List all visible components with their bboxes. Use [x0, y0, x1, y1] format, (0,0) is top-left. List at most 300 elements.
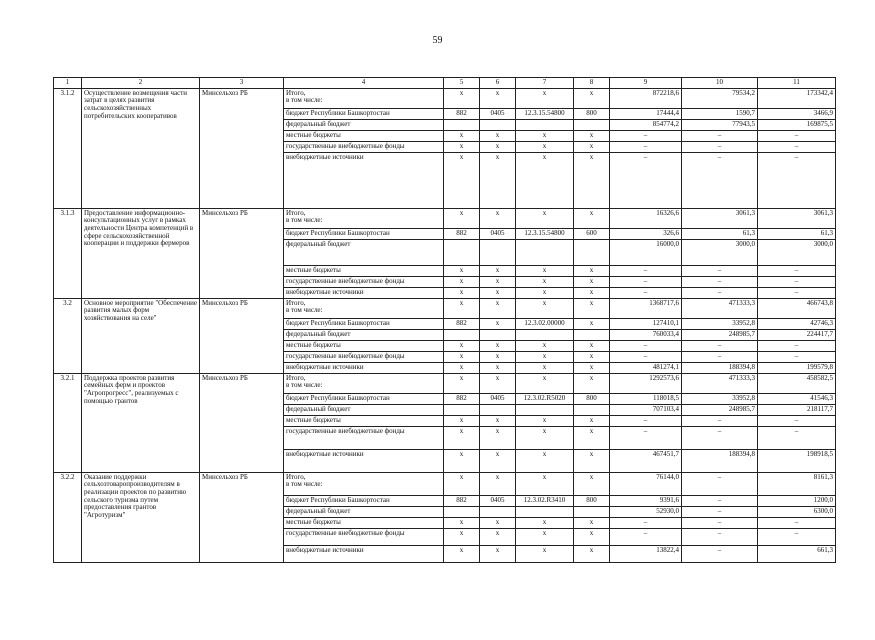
code-cell: x: [444, 152, 480, 208]
amount-cell: 127410,1: [610, 318, 682, 329]
amount-cell: –: [682, 415, 758, 426]
amount-cell: –: [610, 351, 682, 362]
code-cell: 882: [444, 393, 480, 404]
code-cell: x: [574, 318, 610, 329]
code-cell: x: [444, 362, 480, 373]
code-cell: x: [574, 449, 610, 472]
budget-table: [53, 77, 836, 563]
amount-cell: 13822,4: [610, 545, 682, 562]
section-number: 3.2.2: [54, 472, 82, 562]
funding-source-label: внебюджетные источники: [286, 545, 364, 554]
code-cell: x: [444, 415, 480, 426]
code-cell: x: [444, 130, 480, 141]
code-cell: x: [574, 298, 610, 318]
funding-source: [284, 373, 444, 393]
code-cell: x: [574, 517, 610, 528]
code-cell: x: [574, 426, 610, 449]
amount-cell: 760033,4: [610, 329, 682, 340]
amount-cell: 466743,8: [758, 298, 836, 318]
code-cell: x: [480, 152, 516, 208]
code-cell: x: [444, 373, 480, 393]
amount-cell: –: [682, 340, 758, 351]
funding-source-label: федеральный бюджет: [286, 119, 351, 128]
code-cell: [574, 329, 610, 340]
executor: Минсельхоз РБ: [200, 472, 284, 562]
funding-source-label: государственные внебюджетные фонды: [286, 276, 405, 285]
amount-cell: 42746,3: [758, 318, 836, 329]
amount-cell: 661,3: [758, 545, 836, 562]
table-row: [54, 88, 836, 108]
amount-cell: 17444,4: [610, 108, 682, 119]
code-cell: x: [574, 130, 610, 141]
executor: Минсельхоз РБ: [200, 373, 284, 472]
funding-source: [284, 130, 444, 141]
amount-cell: 248985,7: [682, 404, 758, 415]
amount-cell: 218117,7: [758, 404, 836, 415]
amount-cell: –: [610, 265, 682, 276]
amount-cell: 326,6: [610, 228, 682, 239]
code-cell: x: [574, 545, 610, 562]
funding-source-label: бюджет Республики Башкортостан: [286, 228, 390, 237]
amount-cell: 224417,7: [758, 329, 836, 340]
amount-cell: –: [758, 426, 836, 449]
funding-source-label: федеральный бюджет: [286, 404, 351, 413]
amount-cell: –: [610, 340, 682, 351]
funding-source: [284, 141, 444, 152]
funding-source: [284, 415, 444, 426]
amount-cell: 3061,3: [682, 208, 758, 228]
amount-cell: –: [682, 528, 758, 545]
funding-source: [284, 287, 444, 298]
code-cell: x: [480, 298, 516, 318]
code-cell: x: [480, 287, 516, 298]
funding-source: [284, 426, 444, 449]
column-header: 4: [284, 78, 444, 89]
amount-cell: 471333,3: [682, 373, 758, 393]
amount-cell: –: [610, 287, 682, 298]
code-cell: 12.3.02.R5020: [516, 393, 574, 404]
amount-cell: –: [682, 287, 758, 298]
funding-source-label: местные бюджеты: [286, 265, 341, 274]
code-cell: 800: [574, 495, 610, 506]
amount-cell: 854774,2: [610, 119, 682, 130]
code-cell: [444, 404, 480, 415]
code-cell: x: [574, 265, 610, 276]
amount-cell: 1200,0: [758, 495, 836, 506]
code-cell: x: [480, 276, 516, 287]
measure-name: Поддержка проектов развития семейных ферм и проектов "Агропрогресс", реализуемых с помощью грантов: [82, 373, 200, 472]
code-cell: 0405: [480, 228, 516, 239]
amount-cell: –: [758, 152, 836, 208]
table-header-row: [54, 78, 836, 89]
amount-cell: 188394,8: [682, 362, 758, 373]
code-cell: [574, 239, 610, 265]
funding-source: [284, 88, 444, 108]
executor: Минсельхоз РБ: [200, 88, 284, 208]
code-cell: [444, 119, 480, 130]
table-row: [54, 208, 836, 228]
code-cell: x: [480, 426, 516, 449]
code-cell: x: [516, 351, 574, 362]
funding-source-label: внебюджетные источники: [286, 362, 364, 371]
code-cell: x: [444, 287, 480, 298]
amount-cell: –: [758, 415, 836, 426]
code-cell: [516, 329, 574, 340]
code-cell: x: [516, 298, 574, 318]
column-header: 7: [516, 78, 574, 89]
code-cell: x: [574, 362, 610, 373]
amount-cell: 77943,5: [682, 119, 758, 130]
column-header: 2: [82, 78, 200, 89]
code-cell: x: [516, 340, 574, 351]
code-cell: 12.3.15.54800: [516, 108, 574, 119]
code-cell: x: [516, 276, 574, 287]
code-cell: x: [574, 287, 610, 298]
code-cell: x: [480, 208, 516, 228]
amount-cell: –: [610, 517, 682, 528]
amount-cell: –: [758, 351, 836, 362]
code-cell: x: [480, 318, 516, 329]
amount-cell: 61,3: [758, 228, 836, 239]
code-cell: 882: [444, 318, 480, 329]
section-number: 3.2.1: [54, 373, 82, 472]
amount-cell: –: [682, 130, 758, 141]
code-cell: x: [574, 373, 610, 393]
code-cell: x: [574, 340, 610, 351]
code-cell: x: [516, 88, 574, 108]
code-cell: x: [444, 141, 480, 152]
code-cell: x: [516, 287, 574, 298]
amount-cell: –: [758, 287, 836, 298]
code-cell: 12.3.02.00000: [516, 318, 574, 329]
code-cell: x: [444, 340, 480, 351]
amount-cell: –: [682, 472, 758, 495]
code-cell: x: [516, 265, 574, 276]
amount-cell: –: [682, 426, 758, 449]
amount-cell: –: [610, 130, 682, 141]
funding-source: [284, 404, 444, 415]
funding-source-label: внебюджетные источники: [286, 152, 364, 161]
code-cell: [574, 506, 610, 517]
column-header: 11: [758, 78, 836, 89]
code-cell: x: [516, 152, 574, 208]
executor: Минсельхоз РБ: [200, 298, 284, 373]
funding-source: [284, 152, 444, 208]
code-cell: 800: [574, 108, 610, 119]
amount-cell: 3061,3: [758, 208, 836, 228]
amount-cell: 248985,7: [682, 329, 758, 340]
code-cell: x: [444, 472, 480, 495]
code-cell: x: [516, 130, 574, 141]
funding-source-label: государственные внебюджетные фонды: [286, 528, 405, 537]
table-row: [54, 472, 836, 495]
measure-name: Осуществление возмещения части затрат в целях развития сельскохозяйственных потребительских кооперативов: [82, 88, 200, 208]
amount-cell: 1590,7: [682, 108, 758, 119]
funding-source: [284, 517, 444, 528]
funding-source-label: внебюджетные источники: [286, 287, 364, 296]
amount-cell: –: [758, 141, 836, 152]
amount-cell: 16000,0: [610, 239, 682, 265]
amount-cell: 16326,6: [610, 208, 682, 228]
amount-cell: 188394,8: [682, 449, 758, 472]
code-cell: x: [444, 528, 480, 545]
amount-cell: 198918,5: [758, 449, 836, 472]
funding-source: [284, 528, 444, 545]
amount-cell: –: [682, 265, 758, 276]
code-cell: x: [480, 373, 516, 393]
code-cell: x: [516, 472, 574, 495]
amount-cell: 33952,8: [682, 318, 758, 329]
amount-cell: 1368717,6: [610, 298, 682, 318]
funding-source-label: Итого,: [286, 373, 306, 382]
code-cell: 882: [444, 228, 480, 239]
amount-cell: –: [758, 517, 836, 528]
code-cell: x: [516, 449, 574, 472]
code-cell: x: [480, 415, 516, 426]
code-cell: x: [574, 141, 610, 152]
column-header: 1: [54, 78, 82, 89]
code-cell: [480, 329, 516, 340]
code-cell: 600: [574, 228, 610, 239]
amount-cell: –: [610, 152, 682, 208]
code-cell: [444, 329, 480, 340]
amount-cell: 8161,3: [758, 472, 836, 495]
code-cell: x: [516, 517, 574, 528]
code-cell: x: [480, 472, 516, 495]
funding-source: [284, 119, 444, 130]
amount-cell: 169875,5: [758, 119, 836, 130]
funding-source-label: бюджет Республики Башкортостан: [286, 108, 390, 117]
code-cell: x: [480, 528, 516, 545]
funding-source: [284, 239, 444, 265]
funding-source-sublabel: в том числе:: [286, 306, 323, 315]
amount-cell: –: [610, 415, 682, 426]
code-cell: x: [480, 517, 516, 528]
code-cell: x: [516, 141, 574, 152]
code-cell: [574, 119, 610, 130]
funding-source: [284, 329, 444, 340]
funding-source: [284, 393, 444, 404]
code-cell: x: [516, 373, 574, 393]
code-cell: x: [444, 88, 480, 108]
column-header: 9: [610, 78, 682, 89]
code-cell: 800: [574, 393, 610, 404]
code-cell: x: [444, 298, 480, 318]
code-cell: x: [480, 130, 516, 141]
amount-cell: 118018,5: [610, 393, 682, 404]
amount-cell: –: [758, 276, 836, 287]
code-cell: x: [480, 362, 516, 373]
code-cell: x: [516, 426, 574, 449]
funding-source-label: бюджет Республики Башкортостан: [286, 318, 390, 327]
code-cell: x: [516, 208, 574, 228]
column-header: 5: [444, 78, 480, 89]
amount-cell: 52930,0: [610, 506, 682, 517]
amount-cell: –: [758, 528, 836, 545]
amount-cell: 199579,8: [758, 362, 836, 373]
table-row: [54, 373, 836, 393]
executor: Минсельхоз РБ: [200, 208, 284, 298]
amount-cell: 872218,6: [610, 88, 682, 108]
code-cell: [480, 119, 516, 130]
funding-source-label: государственные внебюджетные фонды: [286, 426, 405, 435]
funding-source-label: государственные внебюджетные фонды: [286, 141, 405, 150]
code-cell: x: [444, 208, 480, 228]
funding-source: [284, 495, 444, 506]
amount-cell: 9391,6: [610, 495, 682, 506]
column-header: 10: [682, 78, 758, 89]
funding-source: [284, 298, 444, 318]
funding-source: [284, 506, 444, 517]
amount-cell: –: [682, 351, 758, 362]
code-cell: [480, 506, 516, 517]
amount-cell: 41546,3: [758, 393, 836, 404]
code-cell: x: [574, 276, 610, 287]
amount-cell: 61,3: [682, 228, 758, 239]
amount-cell: –: [610, 141, 682, 152]
code-cell: x: [480, 340, 516, 351]
funding-source-sublabel: в том числе:: [286, 216, 323, 225]
code-cell: [444, 506, 480, 517]
funding-source-sublabel: в том числе:: [286, 96, 323, 105]
code-cell: x: [574, 351, 610, 362]
code-cell: 882: [444, 495, 480, 506]
code-cell: [480, 239, 516, 265]
code-cell: x: [574, 472, 610, 495]
amount-cell: –: [682, 517, 758, 528]
amount-cell: –: [682, 545, 758, 562]
funding-source: [284, 545, 444, 562]
funding-source-label: Итого,: [286, 88, 306, 97]
amount-cell: 467451,7: [610, 449, 682, 472]
funding-source: [284, 472, 444, 495]
amount-cell: 481274,1: [610, 362, 682, 373]
code-cell: 882: [444, 108, 480, 119]
funding-source-label: федеральный бюджет: [286, 329, 351, 338]
amount-cell: –: [758, 130, 836, 141]
code-cell: x: [516, 545, 574, 562]
amount-cell: –: [610, 426, 682, 449]
amount-cell: 3000,0: [682, 239, 758, 265]
amount-cell: –: [610, 276, 682, 287]
amount-cell: 458582,5: [758, 373, 836, 393]
code-cell: 0405: [480, 495, 516, 506]
funding-source: [284, 276, 444, 287]
code-cell: 12.3.15.54800: [516, 228, 574, 239]
amount-cell: 76144,0: [610, 472, 682, 495]
funding-source: [284, 362, 444, 373]
code-cell: [516, 404, 574, 415]
amount-cell: –: [682, 152, 758, 208]
code-cell: x: [444, 449, 480, 472]
funding-source-label: местные бюджеты: [286, 415, 341, 424]
code-cell: x: [574, 88, 610, 108]
funding-source-sublabel: в том числе:: [286, 480, 323, 489]
code-cell: x: [574, 152, 610, 208]
section-number: 3.2: [54, 298, 82, 373]
page-number: 59: [432, 35, 443, 46]
amount-cell: 79534,2: [682, 88, 758, 108]
code-cell: 0405: [480, 393, 516, 404]
funding-source: [284, 108, 444, 119]
code-cell: [516, 119, 574, 130]
column-header: 6: [480, 78, 516, 89]
funding-source-label: бюджет Республики Башкортостан: [286, 393, 390, 402]
code-cell: x: [444, 351, 480, 362]
funding-source-label: Итого,: [286, 298, 306, 307]
code-cell: x: [480, 449, 516, 472]
funding-source: [284, 265, 444, 276]
code-cell: [480, 404, 516, 415]
amount-cell: 6300,0: [758, 506, 836, 517]
funding-source-sublabel: в том числе:: [286, 381, 323, 390]
funding-source-label: государственные внебюджетные фонды: [286, 351, 405, 360]
code-cell: x: [480, 141, 516, 152]
funding-source-label: внебюджетные источники: [286, 449, 364, 458]
code-cell: x: [444, 276, 480, 287]
code-cell: x: [574, 415, 610, 426]
section-number: 3.1.2: [54, 88, 82, 208]
amount-cell: 3000,0: [758, 239, 836, 265]
code-cell: x: [444, 426, 480, 449]
amount-cell: –: [758, 265, 836, 276]
funding-source: [284, 318, 444, 329]
code-cell: x: [444, 545, 480, 562]
code-cell: 0405: [480, 108, 516, 119]
code-cell: x: [516, 362, 574, 373]
amount-cell: 33952,8: [682, 393, 758, 404]
amount-cell: –: [758, 340, 836, 351]
code-cell: x: [480, 265, 516, 276]
funding-source-label: местные бюджеты: [286, 130, 341, 139]
amount-cell: –: [610, 528, 682, 545]
code-cell: [574, 404, 610, 415]
code-cell: x: [516, 528, 574, 545]
funding-source: [284, 340, 444, 351]
funding-source-label: бюджет Республики Башкортостан: [286, 495, 390, 504]
amount-cell: –: [682, 141, 758, 152]
amount-cell: 471333,3: [682, 298, 758, 318]
measure-name: Оказание поддержки сельхозтоваропроизводителям в реализации проектов по развитию сельского туризма путем предоставления грантов "Агротуризм": [82, 472, 200, 562]
funding-source: [284, 351, 444, 362]
code-cell: x: [444, 265, 480, 276]
funding-source-label: местные бюджеты: [286, 340, 341, 349]
code-cell: x: [444, 517, 480, 528]
amount-cell: 173342,4: [758, 88, 836, 108]
code-cell: x: [480, 351, 516, 362]
measure-name: Предоставление информационно-консультационных услуг в рамках деятельности Центра компетенций в сфере сельскохозяйственной кооперации и поддержки фермеров: [82, 208, 200, 298]
amount-cell: –: [682, 276, 758, 287]
code-cell: x: [516, 415, 574, 426]
amount-cell: –: [682, 495, 758, 506]
code-cell: 12.3.02.R3410: [516, 495, 574, 506]
funding-source-label: Итого,: [286, 208, 306, 217]
funding-source: [284, 449, 444, 472]
column-header: 3: [200, 78, 284, 89]
funding-source: [284, 208, 444, 228]
measure-name: Основное мероприятие "Обеспечение развития малых форм хозяйствования на селе": [82, 298, 200, 373]
section-number: 3.1.3: [54, 208, 82, 298]
funding-source-label: федеральный бюджет: [286, 506, 351, 515]
amount-cell: –: [682, 506, 758, 517]
funding-source-label: местные бюджеты: [286, 517, 341, 526]
code-cell: x: [480, 88, 516, 108]
column-header: 8: [574, 78, 610, 89]
amount-cell: 1292573,6: [610, 373, 682, 393]
amount-cell: 3466,9: [758, 108, 836, 119]
funding-source-label: федеральный бюджет: [286, 239, 351, 248]
code-cell: x: [574, 208, 610, 228]
